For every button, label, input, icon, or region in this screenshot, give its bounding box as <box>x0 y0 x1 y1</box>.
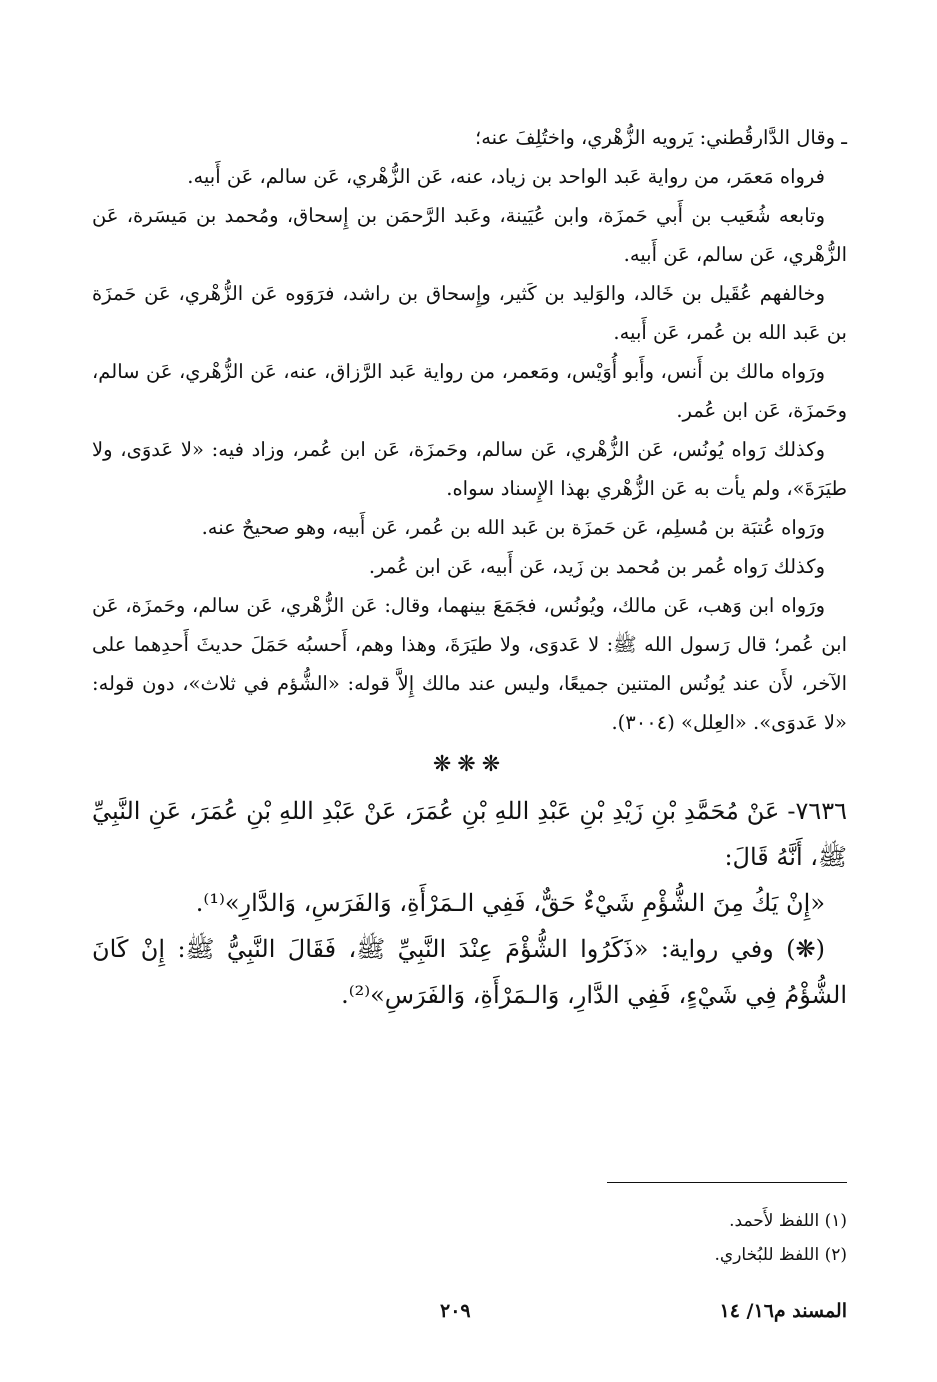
paragraph: وتابعه شُعَيب بن أَبي حَمزَة، وابن عُيَينة، وعَبد الرَّحمَن بن إِسحاق، ومُحمد بن مَيسَرة، عَن الزُّهْري، عَن سالم، عَن أَبيه. <box>92 204 847 266</box>
page-number: ٢٠٩ <box>440 1300 471 1322</box>
hadith-header: ٧٦٣٦- عَنْ مُحَمَّدِ بْنِ زَيْدِ بْنِ عَبْدِ اللهِ بْنِ عُمَرَ، عَنْ عَبْدِ اللهِ بْنِ عُمَرَ، عَنِ النَّبِيِّ ﷺ، أَنَّهُ قَالَ: <box>92 797 847 871</box>
hadith-text: «إِنْ يَكُ مِنَ الشُّؤْمِ شَيْءٌ حَقٌّ، فَفِي الـمَرْأَةِ، وَالفَرَسِ، وَالدَّارِ»⁽¹⁾. <box>195 889 825 917</box>
paragraph: وخالفهم عُقَيل بن خَالد، والوَليد بن كَثير، وإِسحاق بن راشد، فرَوَوه عَن الزُّهْري، عَن حَمزَة بن عَبد الله بن عُمر، عَن أَبيه. <box>92 282 847 344</box>
footnote: (٢) اللفظ للبُخاري. <box>714 1245 847 1265</box>
footnotes <box>92 1204 847 1272</box>
hadith-variant: (❋) وفي رواية: «ذَكَرُوا الشُّؤْمَ عِنْدَ النَّبِيِّ ﷺ، فَقَالَ النَّبِيُّ ﷺ: إِنْ كَانَ الشُّؤْمُ فِي شَيْءٍ، فَفِي الدَّارِ، وَالـمَرْأَةِ، وَالفَرَسِ»⁽²⁾. <box>92 935 847 1009</box>
commentary-block <box>92 118 847 1018</box>
footnote-divider <box>607 1182 847 1183</box>
paragraph: ورَواه عُتبَة بن مُسلِم، عَن حَمزَة بن عَبد الله بن عُمر، عَن أَبيه، وهو صحيحٌ عنه. <box>201 516 825 539</box>
paragraph: ورَواه مالك بن أَنس، وأَبو أُوَيْس، ومَعمر، من رواية عَبد الرَّزاق، عنه، عَن الزُّهْري، عَن سالم، وحَمزَة، عَن ابن عُمر. <box>92 360 847 422</box>
paragraph: وكذلك رَواه يُونُس، عَن الزُّهْري، عَن سالم، وحَمزَة، عَن ابن عُمر، وزاد فيه: «لا عَدوَى، ولا طيَرَةَ»، ولم يأت به عَن الزُّهْري بهذا الإِسناد سواه. <box>92 438 847 500</box>
paragraph: ورَواه ابن وَهب، عَن مالك، ويُونُس، فجَمَعَ بينهما، وقال: عَن الزُّهْري، عَن سالم، وحَمزَة، عَن ابن عُمر؛ قال رَسول الله ﷺ: لا عَدوَى، ولا طيَرَةَ، وهذا وهم، أَحسبُه حَمَلَ حديثَ أَحدِهما على الآخر، لأَن عند يُونُس المتنين جميعًا، وليس عند مالك إِلاَّ قوله: «الشُّؤم في ثلاث»، دون قوله: «لا عَدوَى». «العِلل» (٣٠٠٤). <box>92 594 847 734</box>
section-separator: ❋❋❋ <box>432 752 507 777</box>
daraqutni-intro-paragraph: ـ وقال الدَّارقُطني: يَرويه الزُّهْري، واختُلِفَ عنه؛ <box>475 126 847 149</box>
paragraph: وكذلك رَواه عُمر بن مُحمد بن زَيد، عَن أَبيه، عَن ابن عُمر. <box>368 555 825 578</box>
footnote: (١) اللفظ لأَحمد. <box>729 1211 847 1231</box>
paragraph: فرواه مَعمَر، من رواية عَبد الواحد بن زياد، عنه، عَن الزُّهْري، عَن سالم، عَن أَبيه. <box>187 165 825 188</box>
folio-signature: المسند م١٦/ ١٤ <box>719 1300 847 1322</box>
